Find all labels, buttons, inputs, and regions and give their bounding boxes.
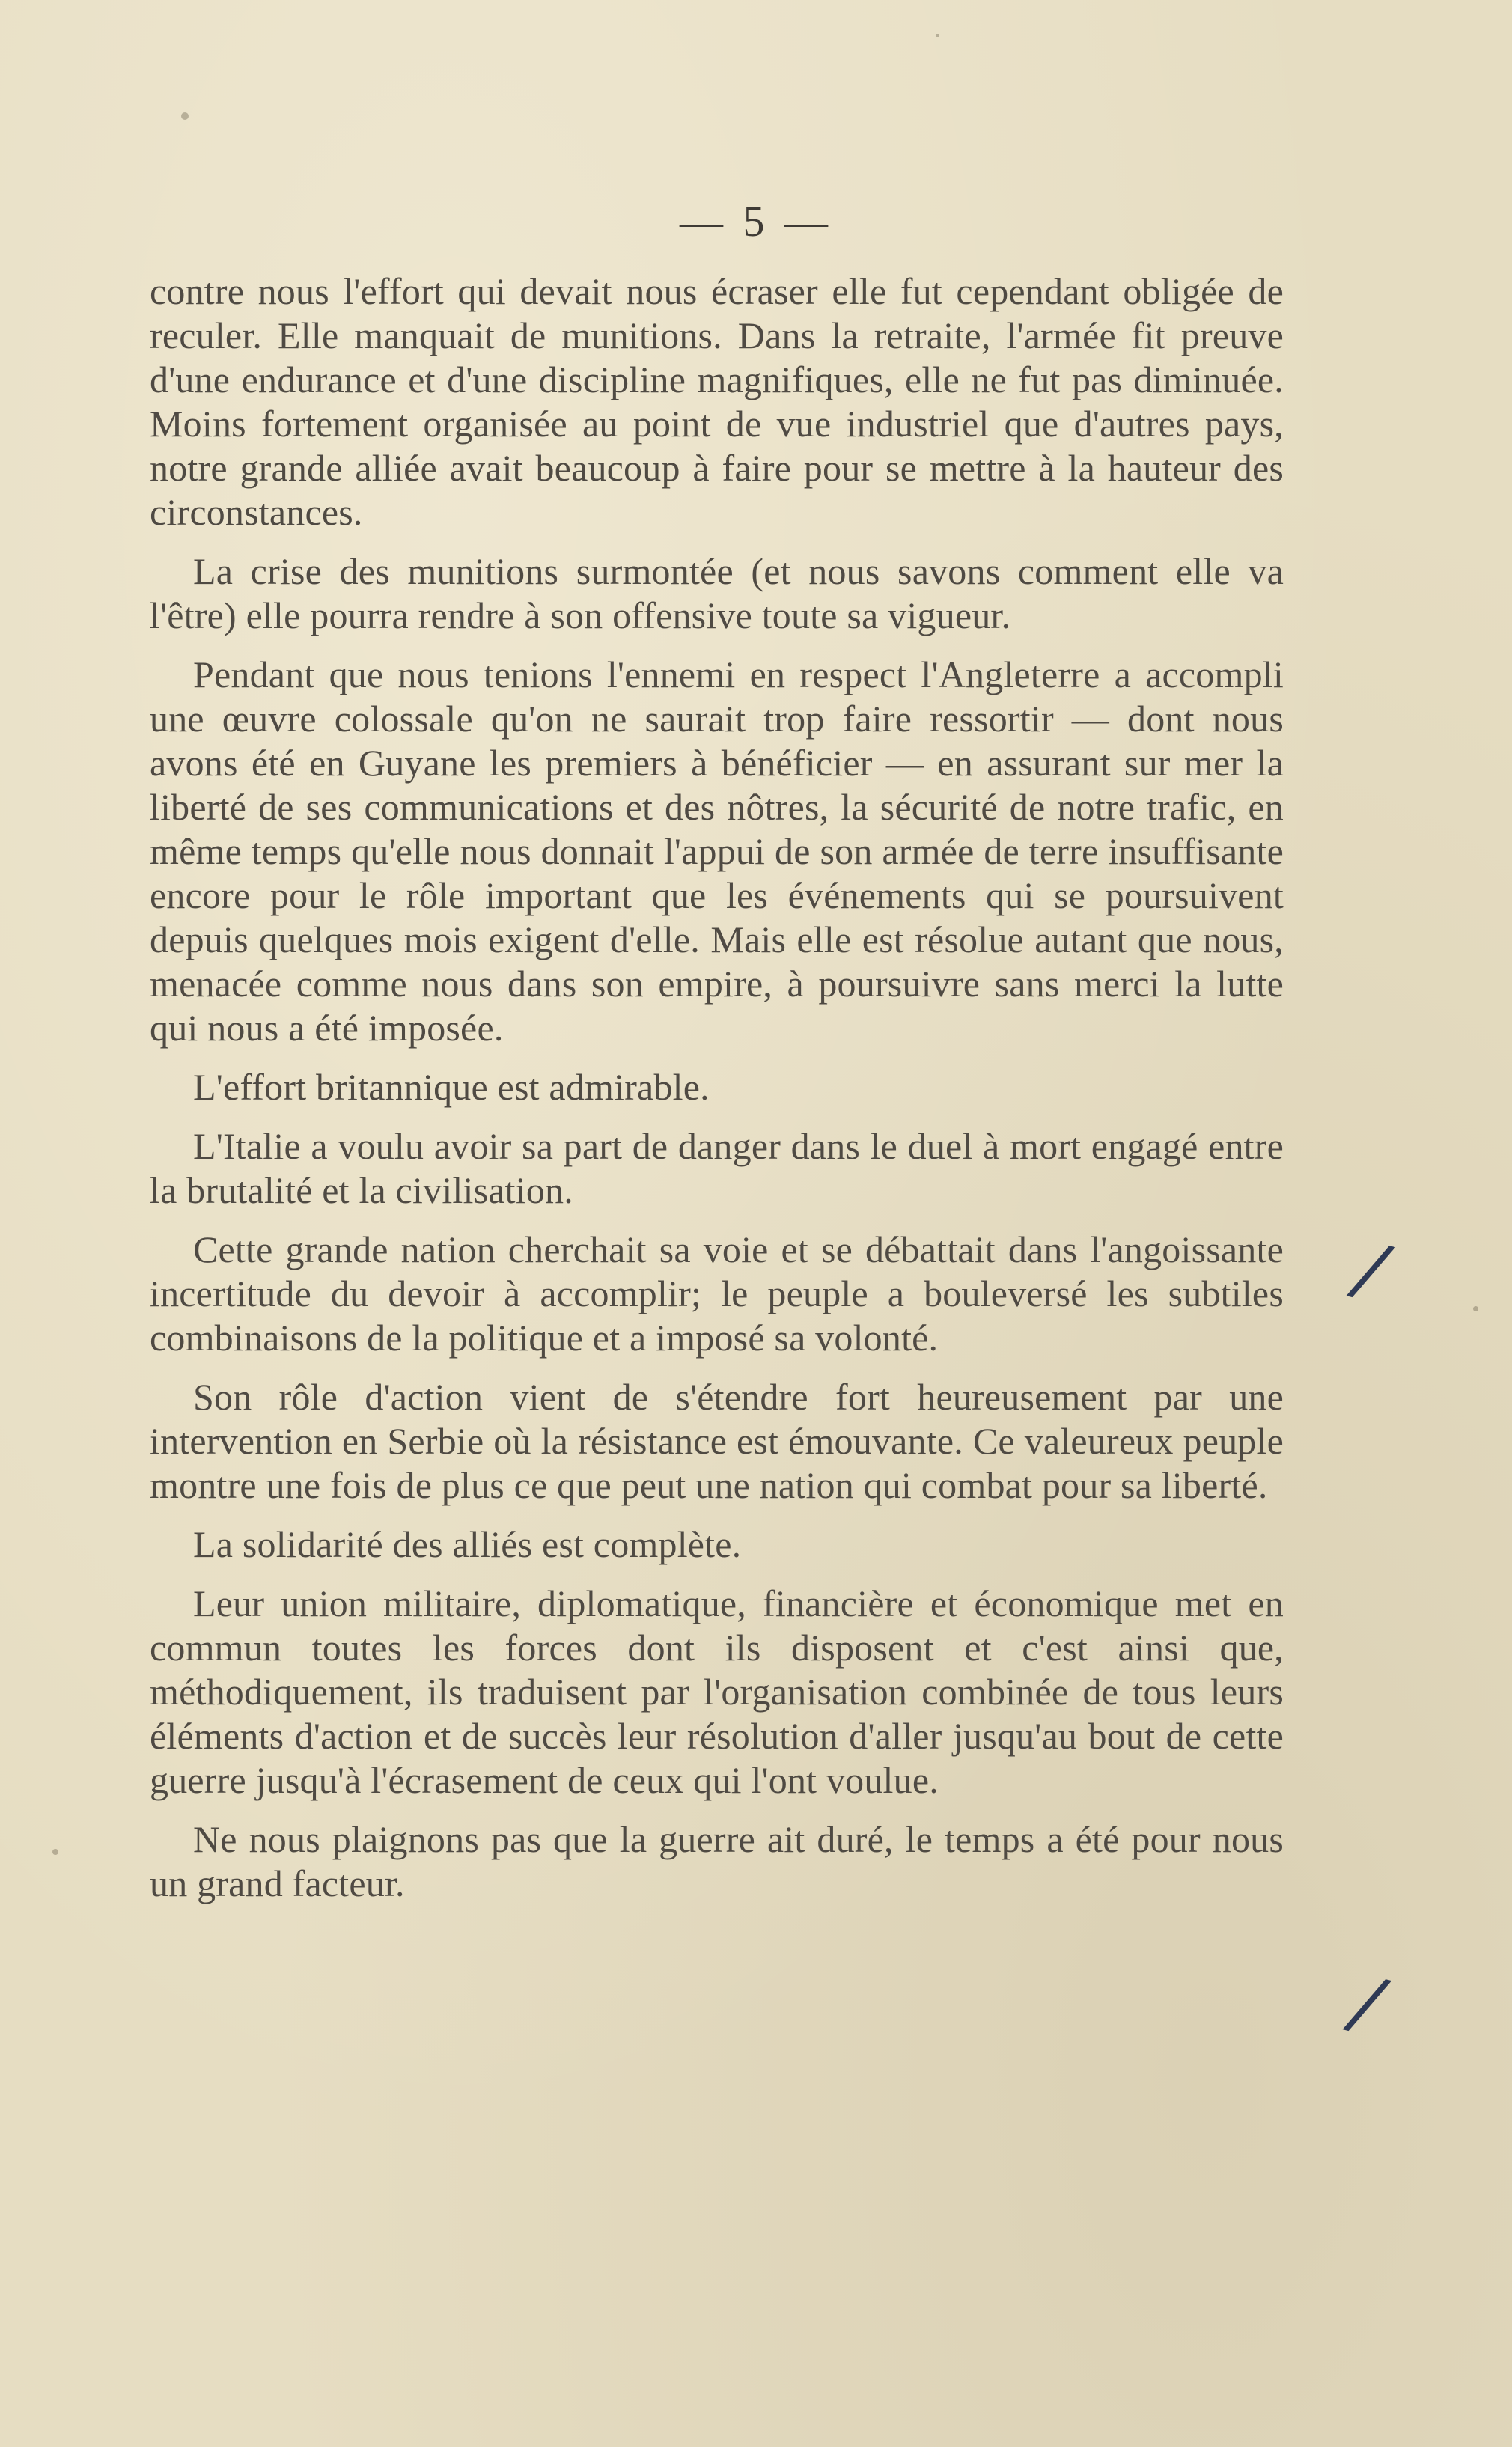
paragraph-2: La crise des munitions surmontée (et nous savons comment elle va l'être) elle pourra rendre à son offensive toute sa vigueur. bbox=[150, 550, 1284, 636]
paragraph-7: Son rôle d'action vient de s'étendre fort heureusement par une intervention en Serbie où la résistance est émouvante. Ce valeureux peuple montre une fois de plus ce que peut une nation qui combat pour sa liberté. bbox=[150, 1376, 1284, 1506]
paragraph-9: Leur union militaire, diplomatique, financière et économique met en commun toutes les forces dont ils disposent et c'est ainsi que, méthodiquement, ils traduisent par l'organisation combinée de tous leurs éléments d'action et de succès leur résolution d'aller jusqu'au bout de cette guerre jusqu'à l'écrasement de ceux qui l'ont voulue. bbox=[150, 1582, 1284, 1801]
paragraph-6: Cette grande nation cherchait sa voie et se débattait dans l'angoissante incertitude du devoir à accomplir; le peuple a bouleversé les subtiles combinaisons de la politique et a imposé sa volonté. bbox=[150, 1228, 1284, 1359]
margin-mark: / bbox=[1344, 1959, 1389, 2047]
paragraph-5: L'Italie a voulu avoir sa part de danger dans le duel à mort engagé entre la brutalité et la civilisation. bbox=[150, 1125, 1284, 1211]
paragraph-4: L'effort britannique est admirable. bbox=[193, 1066, 710, 1108]
paragraph-8: La solidarité des alliés est complète. bbox=[193, 1523, 742, 1565]
paper-speck bbox=[936, 34, 939, 37]
paragraph-10: Ne nous plaignons pas que la guerre ait duré, le temps a été pour nous un grand facteur. bbox=[150, 1818, 1284, 1904]
paper-speck bbox=[52, 1849, 58, 1855]
paragraph-3: Pendant que nous tenions l'ennemi en respect l'Angleterre a accompli une œuvre colossale qu'on ne saurait trop faire ressortir — dont nous avons été en Guyane les premiers à bénéficier — en assurant sur mer la liberté de ses communications et des nôtres, la sécurité de notre trafic, en même temps qu'elle nous donnait l'appui de son armée de terre insuffisante encore pour le rôle important que les événements qui se poursuivent depuis quelques mois exigent d'elle. Mais elle est résolue autant que nous, menacée comme nous dans son empire, à poursuivre sans merci la lutte qui nous a été imposée. bbox=[150, 653, 1284, 1049]
margin-mark: / bbox=[1348, 1225, 1393, 1314]
paper-speck bbox=[1473, 1306, 1478, 1311]
paragraph-1: contre nous l'effort qui devait nous écraser elle fut cependant obligée de reculer. Elle manquait de munitions. Dans la retraite, l'armée fit preuve d'une endurance et d'une discipline magnifiques, elle ne fut pas diminuée. Moins fortement organisée au point de vue industriel que d'autres pays, notre grande alliée avait beaucoup à faire pour se mettre à la hauteur des circonstances. bbox=[150, 270, 1284, 533]
paper-speck bbox=[181, 112, 189, 120]
page-number: — 5 — bbox=[680, 197, 832, 246]
body-text bbox=[150, 269, 1284, 1921]
